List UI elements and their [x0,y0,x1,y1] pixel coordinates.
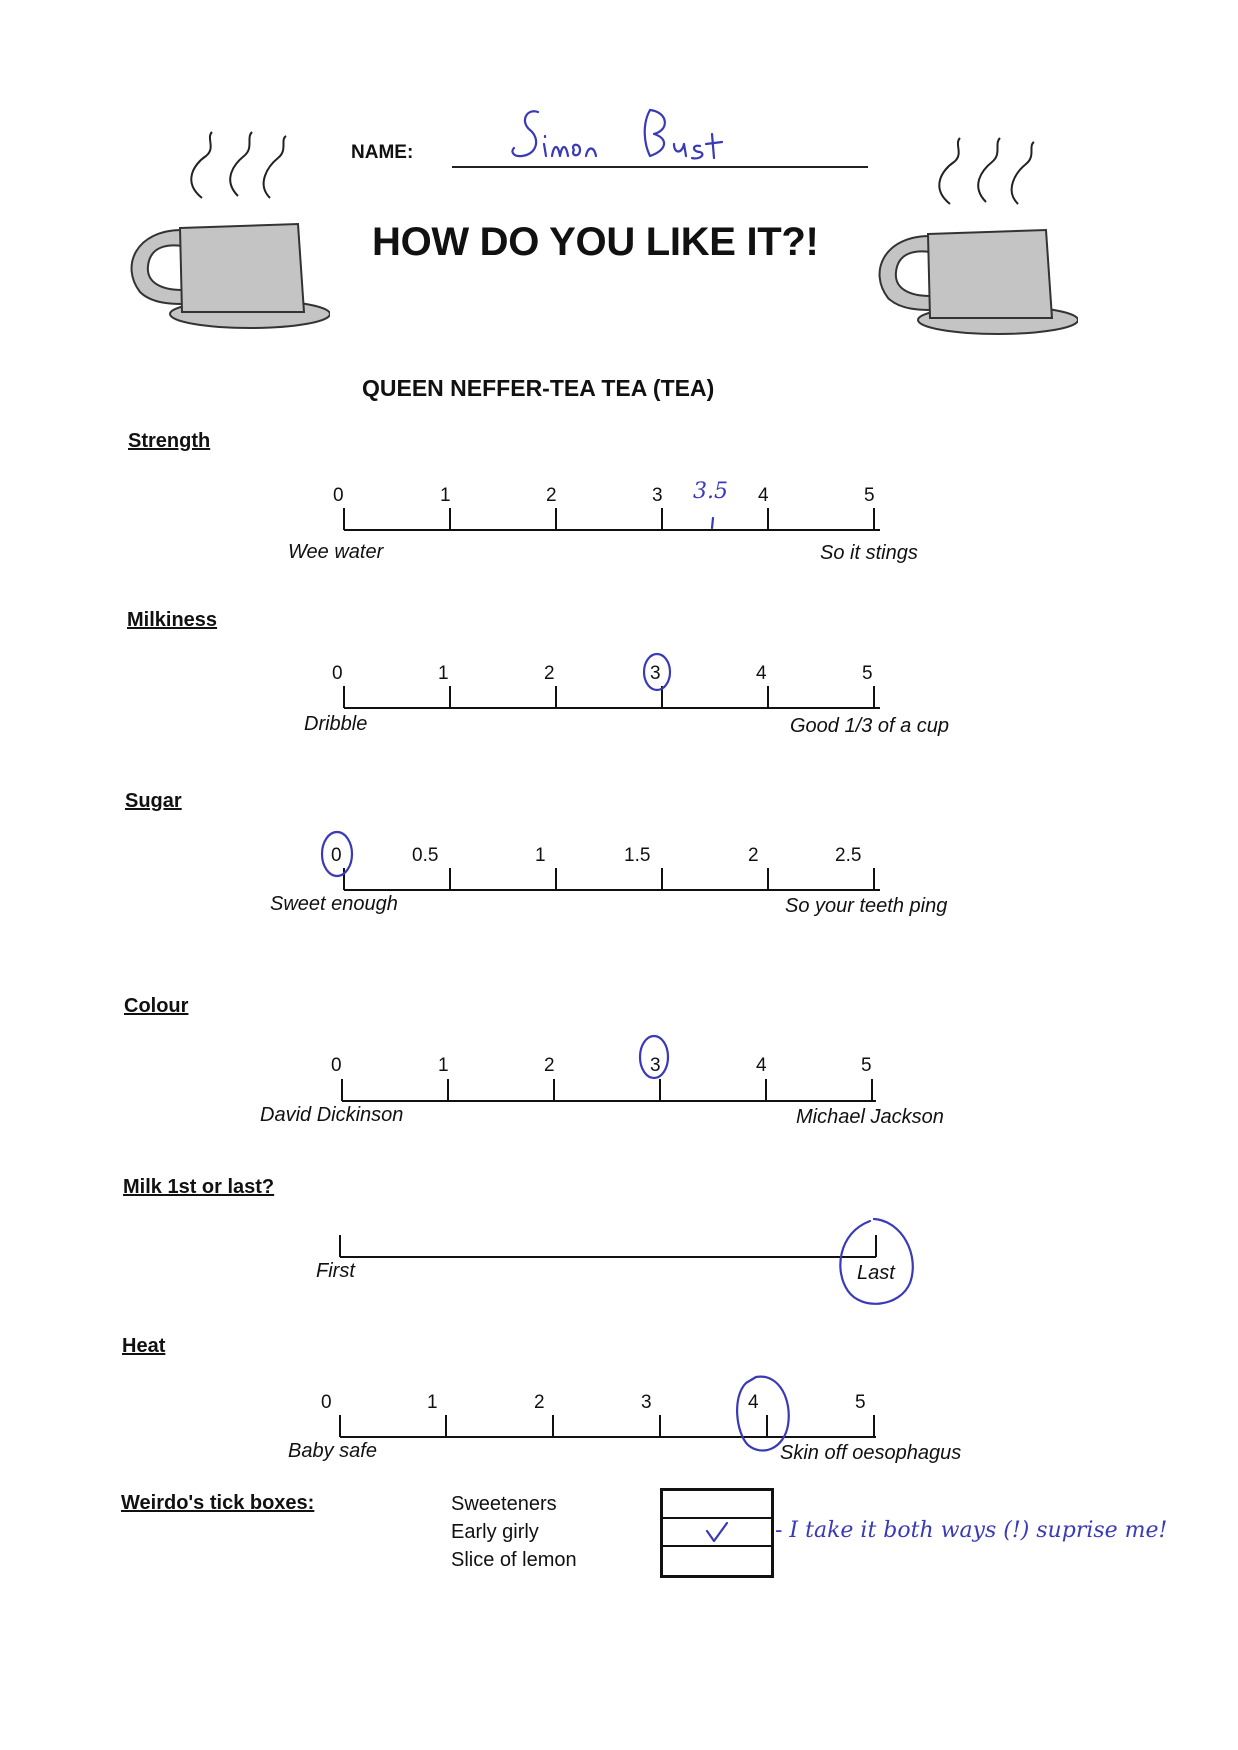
tick-label: 0 [331,845,342,866]
scale-right-label: Last [857,1262,895,1284]
tick-boxes-heading: Weirdo's tick boxes: [121,1492,315,1514]
scale-right-label: So your teeth ping [785,895,948,917]
scale-right-label: Good 1/3 of a cup [790,715,950,737]
tick-label: 4 [748,1392,759,1413]
signature-name [508,104,748,170]
handwritten-note: - I take it both ways (!) suprise me! [775,1518,1168,1543]
tick-mark-icon [703,1521,731,1545]
tick-label: 1 [535,845,546,866]
milkiness-heading: Milkiness [127,609,218,631]
tick-label: 1 [440,485,451,506]
tick-label: 3 [641,1392,652,1413]
strength-heading: Strength [128,430,211,452]
page-title: HOW DO YOU LIKE IT?! [372,220,819,264]
scale-right-label: Michael Jackson [796,1106,944,1128]
handwritten-tick [712,518,713,528]
tick-label: 2 [534,1392,545,1413]
tick-label: 2.5 [835,845,862,866]
colour-heading: Colour [124,995,189,1017]
strength-scale [270,470,918,570]
tick-label: 1 [438,663,449,684]
tick-label: 2 [544,1055,555,1076]
tick-label: 3 [652,485,663,506]
tick-label: 0.5 [412,845,439,866]
tick-label: 0 [331,1055,342,1076]
tick-label: 1 [438,1055,449,1076]
tick-label: 5 [862,663,873,684]
checkbox-slice-of-lemon[interactable] [663,1547,771,1575]
tick-label: 3 [650,663,661,684]
sugar-heading: Sugar [125,790,182,812]
scale-right-label: So it stings [820,542,918,564]
checkbox-sweeteners[interactable] [663,1491,771,1519]
tick-label: 1.5 [624,845,651,866]
tick-label: 4 [756,1055,767,1076]
tick-label: 5 [861,1055,872,1076]
steaming-teacup-icon [120,126,330,346]
checkbox-grid [660,1488,774,1578]
name-label: NAME: [351,142,414,163]
checkbox-early-girly[interactable] [663,1519,771,1547]
tick-label: 0 [332,663,343,684]
heat-heading: Heat [122,1335,166,1357]
tick-label: 0 [321,1392,332,1413]
milk-order-scale [270,1215,895,1315]
milkiness-scale [270,650,950,750]
handwritten-answer: 3.5 [693,479,728,504]
tick-label: 3 [650,1055,661,1076]
tick-label: 2 [546,485,557,506]
scale-left-label: Wee water [288,541,384,563]
scale-left-label: Dribble [304,713,368,735]
scale-left-label: Baby safe [288,1440,377,1462]
tick-label: 4 [756,663,767,684]
tea-name-subtitle: QUEEN NEFFER-TEA TEA (TEA) [362,375,715,401]
option-label-early-girly: Early girly [451,1521,539,1543]
option-label-slice-of-lemon: Slice of lemon [451,1549,577,1571]
option-label-sweeteners: Sweeteners [451,1493,557,1515]
tick-label: 0 [333,485,344,506]
colour-scale [260,1035,944,1135]
tick-label: 5 [864,485,875,506]
scale-left-label: Sweet enough [270,893,398,915]
heat-scale [270,1375,962,1475]
tick-label: 5 [855,1392,866,1413]
steaming-teacup-icon [868,132,1078,352]
handwritten-circle [737,1377,789,1451]
sugar-scale [270,830,948,930]
scale-left-label: First [316,1260,355,1282]
tick-label: 2 [748,845,759,866]
tick-box-options [451,1490,577,1574]
tick-label: 1 [427,1392,438,1413]
tick-label: 4 [758,485,769,506]
milk-order-heading: Milk 1st or last? [123,1176,275,1198]
scale-right-label: Skin off oesophagus [780,1442,962,1464]
scale-left-label: David Dickinson [260,1104,404,1126]
tick-label: 2 [544,663,555,684]
